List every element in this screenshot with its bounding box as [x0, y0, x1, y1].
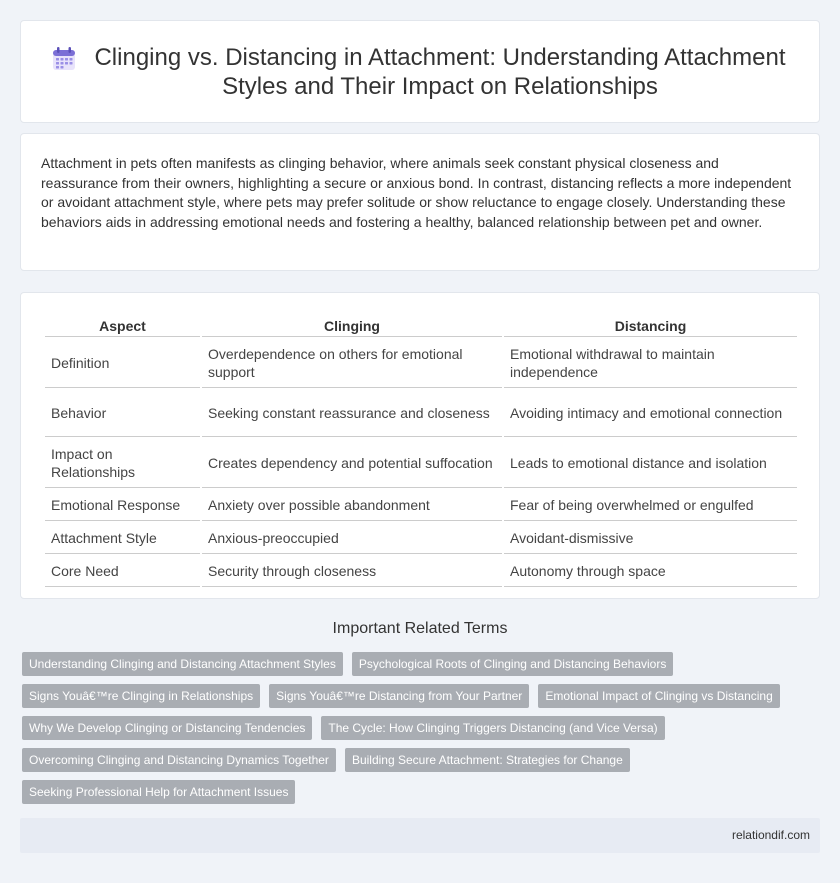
- related-term-tag[interactable]: Building Secure Attachment: Strategies for Change: [345, 748, 630, 772]
- table-cell: Behavior: [45, 390, 200, 437]
- title-card: [20, 20, 820, 123]
- table-cell: Definition: [45, 339, 200, 388]
- table-row: [45, 439, 797, 488]
- table-cell: Core Need: [45, 556, 200, 587]
- footer: [20, 818, 820, 853]
- calendar-icon: [52, 47, 76, 71]
- related-term-tag[interactable]: Signs Youâ€™re Clinging in Relationships: [22, 684, 260, 708]
- related-term-tag[interactable]: Emotional Impact of Clinging vs Distancing: [538, 684, 779, 708]
- table-cell: Avoidant-dismissive: [504, 523, 797, 554]
- table-cell: Security through closeness: [202, 556, 502, 587]
- table-row: [45, 490, 797, 521]
- table-cell: Creates dependency and potential suffocation: [202, 439, 502, 488]
- intro-card: [20, 133, 820, 271]
- footer-site-link[interactable]: relationdif.com: [731, 828, 810, 842]
- table-cell: Overdependence on others for emotional support: [202, 339, 502, 388]
- table-header-row: [45, 316, 797, 337]
- related-term-tag[interactable]: Seeking Professional Help for Attachment Issues: [22, 780, 295, 804]
- table-cell: Impact on Relationships: [45, 439, 200, 488]
- table-cell: Avoiding intimacy and emotional connection: [504, 390, 797, 437]
- related-term-tag[interactable]: Overcoming Clinging and Distancing Dynamics Together: [22, 748, 336, 772]
- intro-paragraph: Attachment in pets often manifests as clinging behavior, where animals seek constant physical closeness and reassurance from their owners, highlighting a secure or anxious bond. In contrast, distancing reflects a more independent or avoidant attachment style, where pets may prefer solitude or show reluctance to engage closely. Understanding these behaviors aids in addressing emotional needs and fostering a healthy, balanced relationship between pet and owner.: [41, 155, 792, 230]
- related-terms-list: [22, 652, 802, 804]
- table-row: [45, 339, 797, 388]
- table-row: [45, 523, 797, 554]
- table-cell: Fear of being overwhelmed or engulfed: [504, 490, 797, 521]
- page-title: Clinging vs. Distancing in Attachment: Understanding Attachment Styles and Their Impact on Relationships: [94, 44, 786, 100]
- related-term-tag[interactable]: Psychological Roots of Clinging and Distancing Behaviors: [352, 652, 674, 676]
- table-row: [45, 390, 797, 437]
- related-term-tag[interactable]: Why We Develop Clinging or Distancing Tendencies: [22, 716, 312, 740]
- table-cell: Attachment Style: [45, 523, 200, 554]
- table-cell: Emotional withdrawal to maintain independence: [504, 339, 797, 388]
- table-cell: Emotional Response: [45, 490, 200, 521]
- table-cell: Autonomy through space: [504, 556, 797, 587]
- table-row: [45, 556, 797, 587]
- table-cell: Anxious-preoccupied: [202, 523, 502, 554]
- table-cell: Anxiety over possible abandonment: [202, 490, 502, 521]
- header-distancing: Distancing: [504, 316, 797, 337]
- table-cell: Seeking constant reassurance and closeness: [202, 390, 502, 437]
- header-aspect: Aspect: [45, 316, 200, 337]
- related-terms-heading: Important Related Terms: [332, 620, 508, 637]
- related-term-tag[interactable]: Signs Youâ€™re Distancing from Your Partner: [269, 684, 529, 708]
- header-clinging: Clinging: [202, 316, 502, 337]
- related-term-tag[interactable]: The Cycle: How Clinging Triggers Distancing (and Vice Versa): [321, 716, 664, 740]
- table-cell: Leads to emotional distance and isolation: [504, 439, 797, 488]
- comparison-table-card: [20, 292, 820, 599]
- comparison-table: [43, 314, 799, 589]
- related-term-tag[interactable]: Understanding Clinging and Distancing Attachment Styles: [22, 652, 343, 676]
